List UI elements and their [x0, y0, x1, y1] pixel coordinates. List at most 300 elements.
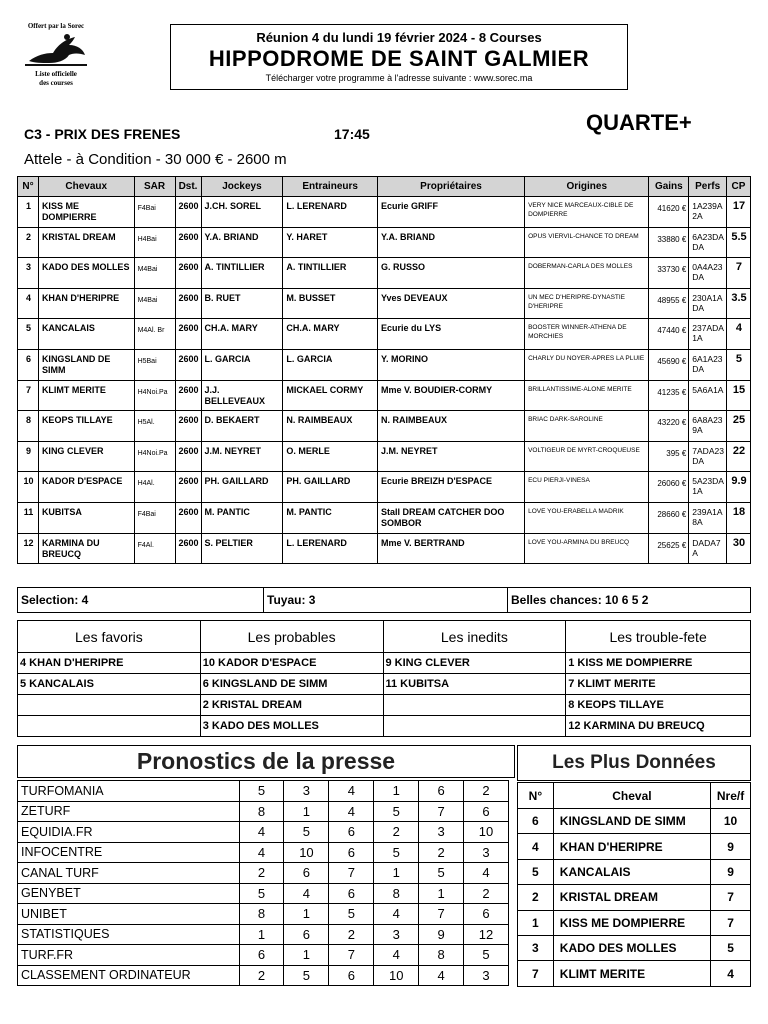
- horse-name: KISS ME DOMPIERRE: [38, 197, 134, 228]
- presse-pick: 10: [284, 842, 329, 863]
- jockey-name: J.CH. SOREL: [201, 197, 283, 228]
- gains: 395 €: [649, 441, 689, 472]
- header-origines: Origines: [525, 177, 649, 197]
- presse-pick: 6: [239, 945, 284, 966]
- trainer-name: N. RAIMBEAUX: [283, 411, 378, 442]
- trouble-fete-entry: 7 KLIMT MERITE: [566, 674, 751, 695]
- horse-name: KRISTAL DREAM: [38, 227, 134, 258]
- presse-row: [18, 904, 509, 925]
- jockey-name: J.M. NEYRET: [201, 441, 283, 472]
- presse-pick: 1: [374, 863, 419, 884]
- presse-pick: 4: [239, 822, 284, 843]
- presse-pick: 2: [329, 924, 374, 945]
- presse-pick: 1: [284, 904, 329, 925]
- plus-number: 3: [518, 935, 554, 960]
- presse-pick: 2: [239, 863, 284, 884]
- runner-distance: 2600: [175, 227, 201, 258]
- runner-row: [18, 472, 751, 503]
- origins: BRILLANTISSIME-ALONE MERITE: [525, 380, 649, 411]
- runner-row: [18, 502, 751, 533]
- horse-name: KANCALAIS: [38, 319, 134, 350]
- presse-pick: 3: [284, 781, 329, 802]
- runner-number: 8: [18, 411, 39, 442]
- presse-pick: 10: [464, 822, 509, 843]
- presse-pick: 4: [419, 965, 464, 986]
- runner-row: [18, 227, 751, 258]
- presse-pick: 5: [284, 822, 329, 843]
- jockey-name: J.J. BELLEVEAUX: [201, 380, 283, 411]
- runner-row: [18, 288, 751, 319]
- plus-number: 1: [518, 910, 554, 935]
- gains: 25625 €: [649, 533, 689, 564]
- presse-pick: 8: [239, 904, 284, 925]
- inedit-entry: 9 KING CLEVER: [383, 653, 566, 674]
- presse-source: STATISTIQUES: [18, 924, 240, 945]
- origins: DOBERMAN-CARLA DES MOLLES: [525, 258, 649, 289]
- header-trouble-fete: Les trouble-fete: [566, 621, 751, 653]
- presse-pick: 2: [374, 822, 419, 843]
- plus-count: 10: [711, 809, 751, 834]
- origins: BRIAC DARK-SAROLINE: [525, 411, 649, 442]
- runner-number: 1: [18, 197, 39, 228]
- cote-probable: 3.5: [726, 288, 750, 319]
- runner-row: [18, 533, 751, 564]
- origins: OPUS VIERVIL-CHANCE TO DREAM: [525, 227, 649, 258]
- plus-row: [518, 859, 751, 884]
- selection-value: Selection: 4: [21, 593, 89, 607]
- inedit-entry: 11 KUBITSA: [383, 674, 566, 695]
- owner-name: Ecurie du LYS: [377, 319, 524, 350]
- reunion-line: Réunion 4 du lundi 19 février 2024 - 8 Courses: [256, 30, 542, 45]
- race-conditions: Attele - à Condition - 30 000 € - 2600 m: [24, 151, 287, 168]
- cote-probable: 5.5: [726, 227, 750, 258]
- presse-row: [18, 883, 509, 904]
- selection-row: [17, 587, 751, 613]
- plus-horse-name: KRISTAL DREAM: [553, 885, 710, 910]
- gains: 28660 €: [649, 502, 689, 533]
- runner-sar: M4Bai: [134, 288, 175, 319]
- presse-row: [18, 842, 509, 863]
- runner-sar: H4Noi.Pa: [134, 441, 175, 472]
- horse-name: KADOR D'ESPACE: [38, 472, 134, 503]
- origins: VOLTIGEUR DE MYRT-CROQUEUSE: [525, 441, 649, 472]
- runner-distance: 2600: [175, 380, 201, 411]
- presse-row: [18, 924, 509, 945]
- perfs: 6A8A23 9A: [689, 411, 727, 442]
- plus-horse-name: KLIMT MERITE: [553, 961, 710, 986]
- trainer-name: O. MERLE: [283, 441, 378, 472]
- plus-header-nref: Nre/f: [711, 783, 751, 809]
- cote-probable: 17: [726, 197, 750, 228]
- presse-pick: 3: [419, 822, 464, 843]
- horse-name: KUBITSA: [38, 502, 134, 533]
- cote-probable: 22: [726, 441, 750, 472]
- presse-pick: 4: [329, 801, 374, 822]
- owner-name: Mme V. BERTRAND: [377, 533, 524, 564]
- cote-probable: 30: [726, 533, 750, 564]
- gains: 48955 €: [649, 288, 689, 319]
- sorec-logo: [18, 22, 94, 92]
- jockey-name: A. TINTILLIER: [201, 258, 283, 289]
- cote-probable: 25: [726, 411, 750, 442]
- trainer-name: L. LERENARD: [283, 533, 378, 564]
- meeting-header: [170, 24, 628, 90]
- trouble-fete-entry: 1 KISS ME DOMPIERRE: [566, 653, 751, 674]
- owner-name: Stall DREAM CATCHER DOO SOMBOR: [377, 502, 524, 533]
- favori-entry: 5 KANCALAIS: [18, 674, 201, 695]
- header-probables: Les probables: [200, 621, 383, 653]
- owner-name: Mme V. BOUDIER-CORMY: [377, 380, 524, 411]
- plus-header-num: N°: [518, 783, 554, 809]
- favori-entry: [18, 716, 201, 737]
- presse-row: [18, 801, 509, 822]
- perfs: 6A23DA DA: [689, 227, 727, 258]
- download-notice: Télécharger votre programme à l'adresse suivante : www.sorec.ma: [265, 73, 533, 83]
- header-dst: Dst.: [175, 177, 201, 197]
- header-chevaux: Chevaux: [38, 177, 134, 197]
- trainer-name: CH.A. MARY: [283, 319, 378, 350]
- runner-distance: 2600: [175, 472, 201, 503]
- trouble-fete-entry: 8 KEOPS TILLAYE: [566, 695, 751, 716]
- plus-horse-name: KANCALAIS: [553, 859, 710, 884]
- bet-type: QUARTE+: [586, 110, 692, 135]
- jockey-name: M. PANTIC: [201, 502, 283, 533]
- presse-table: [17, 780, 509, 986]
- plus-donnees-title: Les Plus Données: [517, 745, 751, 781]
- category-row: [18, 674, 751, 695]
- perfs: 7ADA23 DA: [689, 441, 727, 472]
- owner-name: J.M. NEYRET: [377, 441, 524, 472]
- favori-entry: 4 KHAN D'HERIPRE: [18, 653, 201, 674]
- presse-pick: 7: [419, 904, 464, 925]
- origins: LOVE YOU-ARMINA DU BREUCQ: [525, 533, 649, 564]
- favori-entry: [18, 695, 201, 716]
- plus-row: [518, 809, 751, 834]
- presse-source: INFOCENTRE: [18, 842, 240, 863]
- runner-distance: 2600: [175, 533, 201, 564]
- presse-source: CANAL TURF: [18, 863, 240, 884]
- plus-count: 7: [711, 885, 751, 910]
- runner-distance: 2600: [175, 349, 201, 380]
- cote-probable: 7: [726, 258, 750, 289]
- tuyau-value: Tuyau: 3: [263, 588, 507, 612]
- runner-number: 11: [18, 502, 39, 533]
- logo-bottom-text-2: des courses: [39, 79, 73, 87]
- presse-pick: 6: [284, 863, 329, 884]
- perfs: 0A4A23 DA: [689, 258, 727, 289]
- perfs: 230A1A DA: [689, 288, 727, 319]
- presse-pick: 5: [464, 945, 509, 966]
- presse-source: CLASSEMENT ORDINATEUR: [18, 965, 240, 986]
- runner-sar: H5Al.: [134, 411, 175, 442]
- gains: 33730 €: [649, 258, 689, 289]
- cote-probable: 15: [726, 380, 750, 411]
- presse-pick: 12: [464, 924, 509, 945]
- presse-pick: 6: [464, 904, 509, 925]
- presse-pick: 5: [419, 863, 464, 884]
- runner-sar: M4Bai: [134, 258, 175, 289]
- plus-horse-name: KINGSLAND DE SIMM: [553, 809, 710, 834]
- probable-entry: 10 KADOR D'ESPACE: [200, 653, 383, 674]
- plus-header-cheval: Cheval: [553, 783, 710, 809]
- presse-pick: 5: [329, 904, 374, 925]
- runner-row: [18, 380, 751, 411]
- plus-count: 7: [711, 910, 751, 935]
- jockey-name: L. GARCIA: [201, 349, 283, 380]
- runner-number: 10: [18, 472, 39, 503]
- trainer-name: M. PANTIC: [283, 502, 378, 533]
- runner-number: 7: [18, 380, 39, 411]
- presse-pick: 3: [464, 842, 509, 863]
- perfs: 5A23DA 1A: [689, 472, 727, 503]
- presse-pick: 7: [329, 863, 374, 884]
- runners-header-row: [18, 177, 751, 197]
- owner-name: N. RAIMBEAUX: [377, 411, 524, 442]
- horse-name: KADO DES MOLLES: [38, 258, 134, 289]
- owner-name: Yves DEVEAUX: [377, 288, 524, 319]
- gains: 47440 €: [649, 319, 689, 350]
- presse-pick: 8: [239, 801, 284, 822]
- cote-probable: 9.9: [726, 472, 750, 503]
- origins: UN MEC D'HERIPRE-DYNASTIE D'HERIPRE: [525, 288, 649, 319]
- runner-row: [18, 349, 751, 380]
- plus-horse-name: KISS ME DOMPIERRE: [553, 910, 710, 935]
- plus-row: [518, 961, 751, 986]
- horse-name: KHAN D'HERIPRE: [38, 288, 134, 319]
- presse-source: GENYBET: [18, 883, 240, 904]
- presse-source: TURF.FR: [18, 945, 240, 966]
- presse-pick: 5: [239, 781, 284, 802]
- presse-pick: 4: [374, 945, 419, 966]
- plus-row: [518, 935, 751, 960]
- origins: VERY NICE MARCEAUX-CIBLE DE DOMPIERRE: [525, 197, 649, 228]
- presse-pick: 1: [239, 924, 284, 945]
- gains: 41620 €: [649, 197, 689, 228]
- runner-number: 4: [18, 288, 39, 319]
- trainer-name: L. LERENARD: [283, 197, 378, 228]
- plus-donnees-table: [517, 782, 751, 987]
- header-perfs: Perfs: [689, 177, 727, 197]
- presse-pick: 6: [329, 842, 374, 863]
- probable-entry: 2 KRISTAL DREAM: [200, 695, 383, 716]
- runner-distance: 2600: [175, 288, 201, 319]
- origins: CHARLY DU NOYER-APRES LA PLUIE: [525, 349, 649, 380]
- jockey-name: Y.A. BRIAND: [201, 227, 283, 258]
- cote-probable: 4: [726, 319, 750, 350]
- horse-name: KING CLEVER: [38, 441, 134, 472]
- presse-pick: 5: [284, 965, 329, 986]
- origins: BOOSTER WINNER-ATHENA DE MORCHIES: [525, 319, 649, 350]
- runner-row: [18, 197, 751, 228]
- presse-row: [18, 863, 509, 884]
- presse-pick: 1: [284, 945, 329, 966]
- presse-pick: 2: [419, 842, 464, 863]
- header-sar: SAR: [134, 177, 175, 197]
- trouble-fete-entry: 12 KARMINA DU BREUCQ: [566, 716, 751, 737]
- origins: LOVE YOU-ERABELLA MADRIK: [525, 502, 649, 533]
- presse-source: ZETURF: [18, 801, 240, 822]
- trainer-name: L. GARCIA: [283, 349, 378, 380]
- horse-name: KLIMT MERITE: [38, 380, 134, 411]
- presse-pick: 3: [374, 924, 419, 945]
- plus-number: 6: [518, 809, 554, 834]
- presse-pick: 6: [329, 883, 374, 904]
- cote-probable: 5: [726, 349, 750, 380]
- header-jockeys: Jockeys: [201, 177, 283, 197]
- horse-name: KINGSLAND DE SIMM: [38, 349, 134, 380]
- plus-number: 7: [518, 961, 554, 986]
- runner-distance: 2600: [175, 441, 201, 472]
- plus-horse-name: KHAN D'HERIPRE: [553, 834, 710, 859]
- runner-sar: F4Al.: [134, 533, 175, 564]
- jockey-name: CH.A. MARY: [201, 319, 283, 350]
- runner-number: 6: [18, 349, 39, 380]
- header-inedits: Les inedits: [383, 621, 566, 653]
- plus-count: 4: [711, 961, 751, 986]
- presse-pick: 5: [374, 801, 419, 822]
- presse-pick: 1: [419, 883, 464, 904]
- presse-pick: 6: [329, 965, 374, 986]
- perfs: 239A1A 8A: [689, 502, 727, 533]
- presse-row: [18, 781, 509, 802]
- presse-pick: 6: [329, 822, 374, 843]
- presse-source: UNIBET: [18, 904, 240, 925]
- owner-name: Y. MORINO: [377, 349, 524, 380]
- gains: 41235 €: [649, 380, 689, 411]
- horse-jockey-icon: [23, 31, 89, 69]
- plus-number: 2: [518, 885, 554, 910]
- header-entraineurs: Entraineurs: [283, 177, 378, 197]
- perfs: 6A1A23 DA: [689, 349, 727, 380]
- presse-pick: 5: [239, 883, 284, 904]
- trainer-name: A. TINTILLIER: [283, 258, 378, 289]
- runner-distance: 2600: [175, 411, 201, 442]
- plus-count: 5: [711, 935, 751, 960]
- presse-pick: 6: [419, 781, 464, 802]
- runner-row: [18, 258, 751, 289]
- runner-row: [18, 319, 751, 350]
- runner-sar: H4Al.: [134, 472, 175, 503]
- runner-number: 12: [18, 533, 39, 564]
- presse-source: EQUIDIA.FR: [18, 822, 240, 843]
- trainer-name: Y. HARET: [283, 227, 378, 258]
- runner-number: 2: [18, 227, 39, 258]
- header-gains: Gains: [649, 177, 689, 197]
- header-favoris: Les favoris: [18, 621, 201, 653]
- categories-table: [17, 620, 751, 737]
- owner-name: G. RUSSO: [377, 258, 524, 289]
- presse-pick: 7: [329, 945, 374, 966]
- presse-row: [18, 945, 509, 966]
- category-row: [18, 716, 751, 737]
- jockey-name: PH. GAILLARD: [201, 472, 283, 503]
- runner-sar: M4Al. Br: [134, 319, 175, 350]
- presse-pick: 2: [464, 781, 509, 802]
- runner-distance: 2600: [175, 502, 201, 533]
- plus-row: [518, 910, 751, 935]
- owner-name: Ecurie GRIFF: [377, 197, 524, 228]
- presse-pick: 2: [239, 965, 284, 986]
- plus-horse-name: KADO DES MOLLES: [553, 935, 710, 960]
- perfs: 5A6A1A: [689, 380, 727, 411]
- plus-number: 5: [518, 859, 554, 884]
- presse-pick: 4: [239, 842, 284, 863]
- gains: 43220 €: [649, 411, 689, 442]
- perfs: DADA7 A: [689, 533, 727, 564]
- presse-pick: 1: [374, 781, 419, 802]
- category-row: [18, 695, 751, 716]
- horse-name: KEOPS TILLAYE: [38, 411, 134, 442]
- header-cp: CP: [726, 177, 750, 197]
- perfs: 237ADA 1A: [689, 319, 727, 350]
- runner-sar: H4Bai: [134, 227, 175, 258]
- plus-row: [518, 885, 751, 910]
- runner-distance: 2600: [175, 319, 201, 350]
- runner-sar: F4Bai: [134, 502, 175, 533]
- presse-row: [18, 965, 509, 986]
- presse-pick: 2: [464, 883, 509, 904]
- cote-probable: 18: [726, 502, 750, 533]
- runner-number: 3: [18, 258, 39, 289]
- presse-pick: 4: [329, 781, 374, 802]
- presse-pick: 10: [374, 965, 419, 986]
- presse-pick: 4: [464, 863, 509, 884]
- jockey-name: D. BEKAERT: [201, 411, 283, 442]
- runners-table: [17, 176, 751, 564]
- category-row: [18, 653, 751, 674]
- trainer-name: M. BUSSET: [283, 288, 378, 319]
- inedit-entry: [383, 695, 566, 716]
- plus-count: 9: [711, 859, 751, 884]
- probable-entry: 3 KADO DES MOLLES: [200, 716, 383, 737]
- presse-pick: 5: [374, 842, 419, 863]
- jockey-name: B. RUET: [201, 288, 283, 319]
- belles-chances-value: Belles chances: 10 6 5 2: [507, 588, 750, 612]
- horse-name: KARMINA DU BREUCQ: [38, 533, 134, 564]
- presse-pick: 8: [419, 945, 464, 966]
- runner-row: [18, 441, 751, 472]
- logo-top-text: Offert par la Sorec: [27, 22, 85, 30]
- logo-bottom-text-1: Liste officielle: [35, 70, 77, 78]
- presse-pick: 9: [419, 924, 464, 945]
- owner-name: Y.A. BRIAND: [377, 227, 524, 258]
- probable-entry: 6 KINGSLAND DE SIMM: [200, 674, 383, 695]
- plus-header-row: [518, 783, 751, 809]
- runner-sar: F4Bai: [134, 197, 175, 228]
- gains: 33880 €: [649, 227, 689, 258]
- runner-number: 9: [18, 441, 39, 472]
- runner-sar: H4Noi.Pa: [134, 380, 175, 411]
- presse-pick: 4: [374, 904, 419, 925]
- presse-pick: 8: [374, 883, 419, 904]
- presse-row: [18, 822, 509, 843]
- plus-count: 9: [711, 834, 751, 859]
- categories-header-row: [18, 621, 751, 653]
- inedit-entry: [383, 716, 566, 737]
- header-num: N°: [18, 177, 39, 197]
- runner-distance: 2600: [175, 197, 201, 228]
- presse-pick: 1: [284, 801, 329, 822]
- header-proprietaires: Propriétaires: [377, 177, 524, 197]
- gains: 45690 €: [649, 349, 689, 380]
- hippodrome-name: HIPPODROME DE SAINT GALMIER: [208, 46, 590, 71]
- presse-pick: 6: [464, 801, 509, 822]
- trainer-name: MICKAEL CORMY: [283, 380, 378, 411]
- runner-row: [18, 411, 751, 442]
- origins: ECU PIERJI-VINESA: [525, 472, 649, 503]
- presse-pick: 7: [419, 801, 464, 822]
- plus-number: 4: [518, 834, 554, 859]
